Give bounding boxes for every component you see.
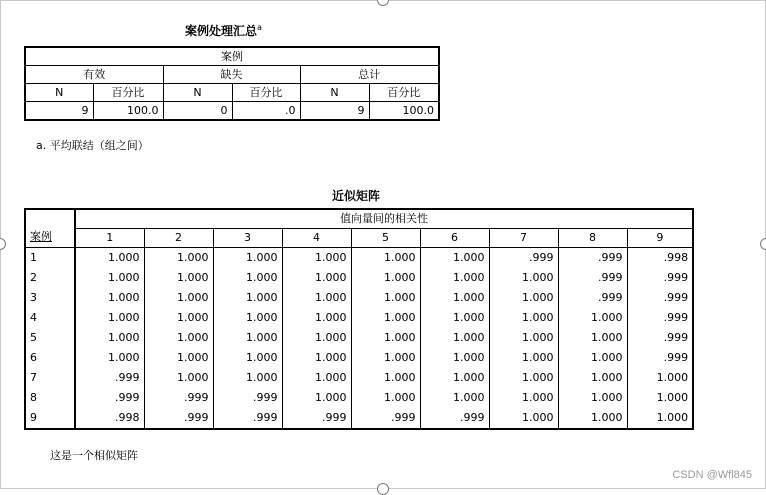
case-summary-table — [24, 46, 440, 121]
matrix-cell: .999 — [558, 288, 627, 308]
table-row — [25, 348, 693, 368]
table-row — [25, 308, 693, 328]
matrix-cell: .999 — [75, 388, 144, 408]
summary-subheader: 百分比 — [93, 84, 163, 102]
matrix-cell: .999 — [213, 408, 282, 429]
summary-group-header: 案例 — [25, 47, 439, 66]
resize-handle-left[interactable] — [0, 238, 6, 250]
matrix-cell: .998 — [75, 408, 144, 429]
matrix-row-header-cell — [25, 209, 75, 248]
matrix-cell: 1.000 — [213, 348, 282, 368]
matrix-cell: 1.000 — [282, 248, 351, 269]
matrix-column-header: 5 — [351, 229, 420, 248]
matrix-cell: 1.000 — [351, 308, 420, 328]
summary-value: 100.0 — [93, 102, 163, 121]
matrix-cell: 1.000 — [351, 248, 420, 269]
matrix-cell: 1.000 — [75, 268, 144, 288]
matrix-cell: .999 — [420, 408, 489, 429]
matrix-cell: 1.000 — [75, 248, 144, 269]
matrix-cell: 1.000 — [558, 368, 627, 388]
summary-group-valid: 有效 — [25, 66, 163, 84]
matrix-cell: 1.000 — [351, 348, 420, 368]
matrix-cell: 1.000 — [144, 288, 213, 308]
summary-title — [185, 22, 262, 39]
matrix-column-header: 1 — [75, 229, 144, 248]
matrix-footnote: 这是一个相似矩阵 — [50, 449, 138, 462]
matrix-cell: 1.000 — [558, 348, 627, 368]
matrix-cell: 1.000 — [420, 368, 489, 388]
matrix-cell: 1.000 — [420, 308, 489, 328]
matrix-column-header: 7 — [489, 229, 558, 248]
matrix-cell: 1.000 — [558, 408, 627, 429]
matrix-cell: 1.000 — [351, 368, 420, 388]
matrix-cell: 1.000 — [213, 368, 282, 388]
matrix-cell: 1.000 — [75, 348, 144, 368]
matrix-cell: .999 — [663, 311, 689, 324]
matrix-cell: 1.000 — [144, 248, 213, 269]
matrix-cell: 1.000 — [282, 308, 351, 328]
matrix-cell: 1.000 — [144, 368, 213, 388]
matrix-cell: 1.000 — [213, 288, 282, 308]
summary-value: 9 — [300, 102, 369, 121]
matrix-cell: 1.000 — [213, 248, 282, 269]
matrix-cell: 1.000 — [144, 268, 213, 288]
matrix-cell: 1.000 — [282, 268, 351, 288]
matrix-cell: 1.000 — [420, 328, 489, 348]
matrix-cell: 1.000 — [656, 411, 689, 424]
matrix-cell: 1.000 — [144, 328, 213, 348]
matrix-cell: 1.000 — [75, 308, 144, 328]
matrix-row-label: 8 — [25, 388, 75, 408]
matrix-cell: 1.000 — [420, 348, 489, 368]
matrix-cell: 1.000 — [489, 368, 558, 388]
table-row — [25, 408, 693, 429]
table-row — [25, 388, 693, 408]
summary-subheader: 百分比 — [369, 84, 439, 102]
matrix-row-label: 2 — [25, 268, 75, 288]
matrix-column-header: 8 — [558, 229, 627, 248]
matrix-cell: 1.000 — [489, 408, 558, 429]
summary-value: 100.0 — [402, 104, 435, 117]
matrix-cell: .999 — [144, 408, 213, 429]
summary-value: 0 — [163, 102, 232, 121]
matrix-column-header: 2 — [144, 229, 213, 248]
matrix-column-header: 9 — [627, 229, 693, 248]
resize-handle-right[interactable] — [760, 238, 766, 250]
matrix-cell: 1.000 — [489, 308, 558, 328]
matrix-row-label: 7 — [25, 368, 75, 388]
resize-handle-bottom[interactable] — [377, 483, 389, 495]
matrix-cell: 1.000 — [489, 328, 558, 348]
matrix-column-header: 3 — [213, 229, 282, 248]
matrix-row-label: 4 — [25, 308, 75, 328]
matrix-cell: 1.000 — [144, 348, 213, 368]
matrix-cell: 1.000 — [558, 328, 627, 348]
matrix-cell: 1.000 — [282, 328, 351, 348]
summary-group-missing: 缺失 — [163, 66, 300, 84]
summary-subheader: N — [300, 84, 369, 102]
matrix-cell: 1.000 — [351, 328, 420, 348]
matrix-cell: 1.000 — [420, 268, 489, 288]
matrix-cell: 1.000 — [656, 391, 689, 404]
matrix-cell: .999 — [558, 268, 627, 288]
matrix-title: 近似矩阵 — [332, 189, 381, 203]
matrix-cell: .999 — [75, 368, 144, 388]
matrix-row-label: 9 — [25, 408, 75, 429]
matrix-column-header: 6 — [420, 229, 489, 248]
matrix-cell: .999 — [663, 331, 689, 344]
matrix-row-label: 1 — [25, 248, 75, 269]
matrix-cell: .999 — [282, 408, 351, 429]
matrix-cell: 1.000 — [489, 268, 558, 288]
matrix-cell: 1.000 — [489, 348, 558, 368]
matrix-cell: 1.000 — [351, 268, 420, 288]
table-row — [25, 288, 693, 308]
summary-subheader: N — [25, 84, 93, 102]
resize-handle-top[interactable] — [377, 0, 389, 6]
matrix-cell: 1.000 — [558, 388, 627, 408]
matrix-cell: 1.000 — [420, 288, 489, 308]
table-row — [25, 268, 693, 288]
matrix-cell: 1.000 — [282, 288, 351, 308]
matrix-cell: 1.000 — [144, 308, 213, 328]
matrix-cell: 1.000 — [75, 288, 144, 308]
matrix-column-header: 4 — [282, 229, 351, 248]
summary-title-sup: a — [257, 23, 262, 32]
matrix-cell: 1.000 — [282, 388, 351, 408]
matrix-row-header: 案例 — [30, 230, 52, 243]
proximity-matrix-table — [24, 208, 694, 430]
matrix-cell: .999 — [213, 388, 282, 408]
summary-subheader: N — [163, 84, 232, 102]
matrix-cell: 1.000 — [656, 371, 689, 384]
matrix-row-label: 3 — [25, 288, 75, 308]
matrix-cell: .999 — [663, 351, 689, 364]
matrix-cell: 1.000 — [558, 308, 627, 328]
matrix-cell: 1.000 — [213, 308, 282, 328]
matrix-cell: .999 — [558, 248, 627, 269]
matrix-cell: 1.000 — [351, 288, 420, 308]
matrix-cell: .999 — [351, 408, 420, 429]
matrix-cell: 1.000 — [489, 288, 558, 308]
matrix-cell: .999 — [663, 291, 689, 304]
matrix-body — [25, 248, 693, 430]
table-row — [25, 248, 693, 269]
summary-footnote: a. 平均联结（组之间） — [36, 139, 149, 152]
summary-group-total: 总计 — [300, 66, 439, 84]
summary-value: 9 — [25, 102, 93, 121]
matrix-cell: .999 — [144, 388, 213, 408]
summary-value: .0 — [232, 102, 300, 121]
matrix-row-label: 5 — [25, 328, 75, 348]
matrix-cell: 1.000 — [282, 348, 351, 368]
summary-title-text: 案例处理汇总 — [185, 24, 258, 38]
matrix-cell: 1.000 — [420, 248, 489, 269]
matrix-cell: .998 — [663, 251, 689, 264]
matrix-cell: 1.000 — [213, 328, 282, 348]
matrix-cell: .999 — [489, 248, 558, 269]
matrix-column-header-row — [25, 229, 693, 248]
matrix-header-group: 值向量间的相关性 — [75, 209, 693, 229]
matrix-row-label: 6 — [25, 348, 75, 368]
summary-subheader: 百分比 — [232, 84, 300, 102]
matrix-cell: 1.000 — [213, 268, 282, 288]
matrix-cell: 1.000 — [282, 368, 351, 388]
matrix-cell: 1.000 — [351, 388, 420, 408]
table-row — [25, 368, 693, 388]
matrix-cell: .999 — [663, 271, 689, 284]
table-row — [25, 328, 693, 348]
watermark: CSDN @Wfl845 — [672, 469, 752, 481]
matrix-cell: 1.000 — [75, 328, 144, 348]
matrix-cell: 1.000 — [489, 388, 558, 408]
matrix-cell: 1.000 — [420, 388, 489, 408]
